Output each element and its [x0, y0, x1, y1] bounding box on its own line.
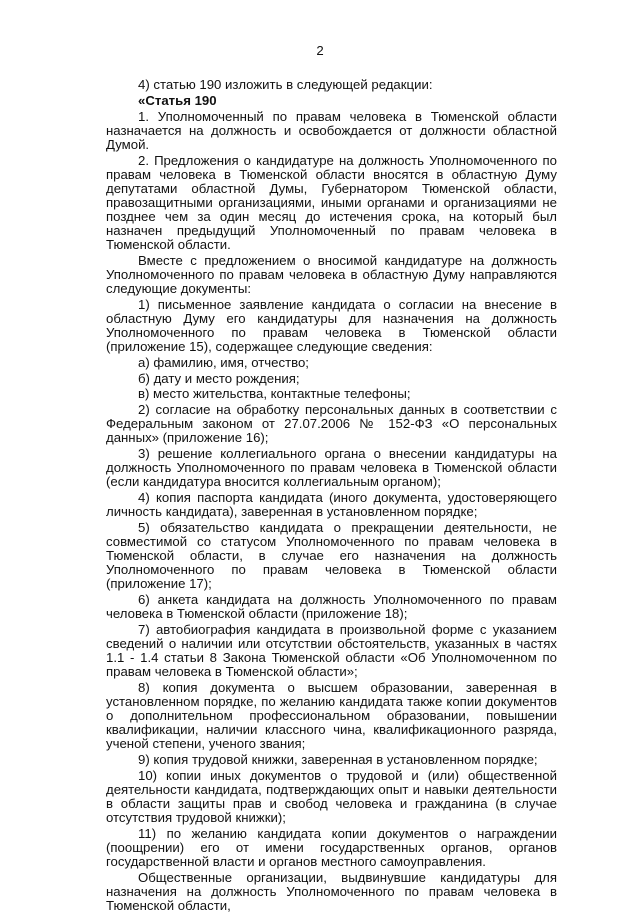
paragraph-part-1: 1. Уполномоченный по правам человека в Тюменской области назначается на должность и освобождается от должности областной Думой.	[106, 108, 557, 152]
list-item-6: 6) анкета кандидата на должность Уполномоченного по правам человека в Тюменской области (приложение 18);	[106, 592, 557, 622]
list-item-4: 4) копия паспорта кандидата (иного документа, удостоверяющего личность кандидата), заверенная в установленном порядке;	[106, 490, 557, 520]
paragraph-documents-intro: Вместе с предложением о вносимой кандидатуре на должность Уполномоченного по правам человека в областную Думу направляются следующие документы:	[106, 252, 557, 296]
list-item-10: 10) копии иных документов о трудовой и (или) общественной деятельности кандидата, подтверждающих опыт и навыки деятельности в области защиты прав и свобод человека и гражданина (в случае отсутствия трудовой книжки);	[106, 767, 557, 825]
sub-item-v: в) место жительства, контактные телефоны;	[138, 386, 411, 402]
sub-item-b: б) дату и место рождения;	[138, 370, 300, 386]
list-item-2: 2) согласие на обработку персональных данных в соответствии с Федеральным законом от 27.07.2006 № 152-ФЗ «О персональных данных» (приложение 16);	[106, 402, 557, 446]
list-item-9: 9) копия трудовой книжки, заверенная в установленном порядке;	[138, 751, 538, 767]
sub-item-a: а) фамилию, имя, отчество;	[138, 354, 309, 370]
list-item-3: 3) решение коллегиального органа о внесении кандидатуры на должность Уполномоченного по правам человека в Тюменской области (если кандидатура вносится коллегиальным органом);	[106, 446, 557, 490]
page-number: 2	[316, 43, 324, 58]
list-item-7: 7) автобиография кандидата в произвольной форме с указанием сведений о наличии или отсутствии обстоятельств, указанных в частях 1.1 - 1.4 статьи 8 Закона Тюменской области «Об Уполномоченном по правам человека в Тюменской области»;	[106, 621, 557, 680]
list-item-5: 5) обязательство кандидата о прекращении деятельности, не совместимой со статусом Уполномоченного по правам человека в Тюменской области, в случае его назначения на должность Уполномоченного по правам человека в Тюменской области (приложение 17);	[106, 519, 557, 592]
paragraph-public-organizations: Общественные организации, выдвинувшие кандидатуры для назначения на должность Уполномоченного по правам человека в Тюменской области,	[106, 869, 557, 913]
list-item-8: 8) копия документа о высшем образовании, заверенная в установленном порядке, по желанию кандидата также копии документов о дополнительном профессиональном образовании, повышении квалификации, наличии классного чина, квалификационного разряда, ученой степени, ученого звания;	[106, 679, 557, 752]
list-item-11: 11) по желанию кандидата копии документов о награждении (поощрении) его от имени государственных органов, органов государственной власти и органов местного самоуправления.	[106, 825, 557, 869]
paragraph-amendment-intro: 4) статью 190 изложить в следующей редакции:	[138, 77, 433, 92]
article-title: «Статья 190	[138, 92, 217, 108]
document-body	[106, 78, 557, 915]
list-item-1: 1) письменное заявление кандидата о согласии на внесение в областную Думу его кандидатуры для назначения на должность Уполномоченного по правам человека в Тюменской области (приложение 15), содержащее следующие сведения:	[106, 296, 557, 354]
paragraph-part-2: 2. Предложения о кандидатуре на должность Уполномоченного по правам человека в Тюменской области вносятся в областную Думу депутатами областной Думы, Губернатором Тюменской области, правозащитными организациями, иными органами и организациями не позднее чем за один месяц до истечения срока, на который был назначен предыдущий Уполномоченный по правам человека в Тюменской области.	[106, 152, 557, 252]
